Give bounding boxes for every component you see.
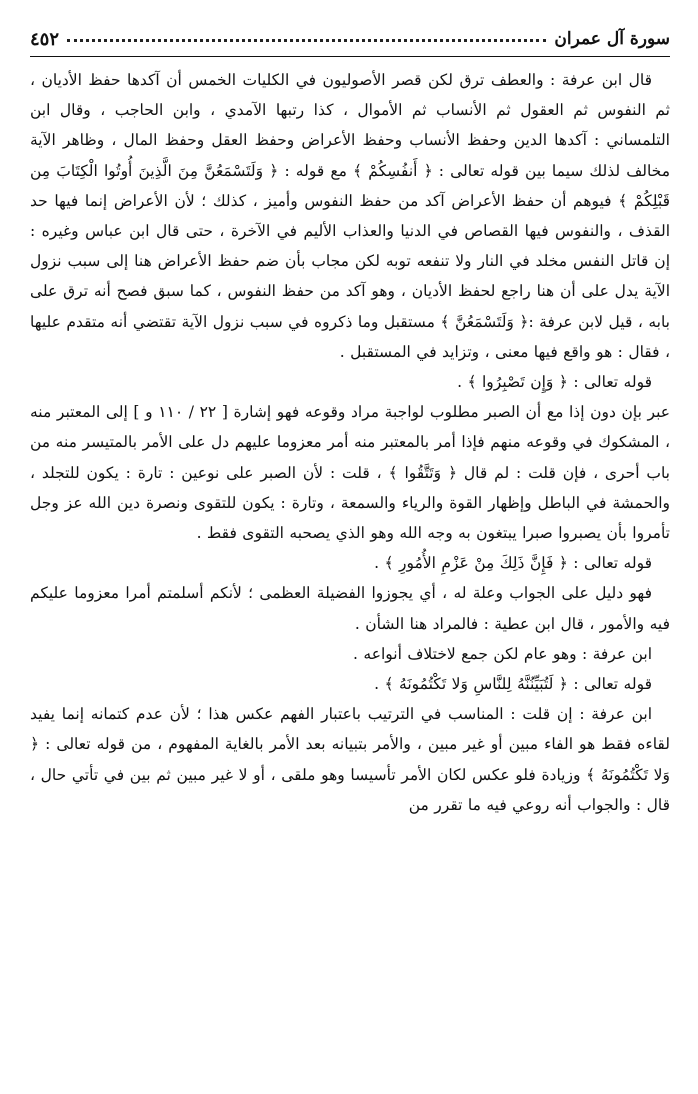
page-body bbox=[30, 65, 670, 820]
paragraph-verse-heading: قوله تعالى : ﴿ وَإِن تَصْبِرُوا ﴾ . bbox=[457, 373, 652, 392]
paragraph-verse-heading: قوله تعالى : ﴿ فَإِنَّ ذَلِكَ مِنْ عَزْمِ الأُمُورِ ﴾ . bbox=[374, 554, 652, 573]
paragraph-commentary: عبر بإن دون إذا مع أن الصبر مطلوب لواجبة مراد وقوعه فهو إشارة [ ٢٢ / ١١٠ و ] إلى المعتبر منه ، المشكوك في وقوعه منهم فإذا أمر بالمعتبر منه أمر معزوما عليهم دل على الأمر بالمتيسر منه من باب أحرى ، فإن قلت : لم قال ﴿ وَتَتَّقُوا ﴾ ، قلت : لأن الصبر على نوعين : تارة : يكون للتجلد ، والحمشة في الباطل وإظهار القوة والرياء والسمعة ، وتارة : يكون للتقوى ونصرة دين الله عز وجل تأمروا بأن يصبروا صبرا يبتغون به وجه الله وهو الذي يصحبه التقوى فقط . bbox=[30, 403, 670, 543]
header-dotted-rule bbox=[67, 39, 546, 42]
paragraph-verse-heading: قوله تعالى : ﴿ لَتُبَيِّنُنَّهُ لِلنَّاسِ وَلا تَكْتُمُونَهُ ﴾ . bbox=[374, 675, 652, 694]
paragraph-commentary: ابن عرفة : وهو عام لكن جمع لاختلاف أنواعه . bbox=[353, 644, 652, 663]
paragraph-commentary: فهو دليل على الجواب وعلة له ، أي يجوزوا الفضيلة العظمى ؛ لأنكم أسلمتم أمرا معزوما عليكم فيه والأمور ، قال ابن عطية : فالمراد هنا الشأن . bbox=[30, 584, 670, 633]
paragraph-commentary-intro: قال ابن عرفة : والعطف ترق لكن قصر الأصوليون في الكليات الخمس أن آكدها حفظ الأديان ، ثم النفوس ثم العقول ثم الأنساب ثم الأموال ، كذا رتبها الآمدي ، وابن الحاجب ، وقال ابن التلمساني : آكدها الدين وحفظ الأنساب وحفظ الأعراض وحفظ العقل وحفظ المال ، وظاهر الآية مخالف لذلك سيما بين قوله تعالى : ﴿ أَنفُسِكُمْ ﴾ مع قوله : ﴿ وَلَتَسْمَعُنَّ مِنَ الَّذِينَ أُوتُوا الْكِتَابَ مِن قَبْلِكُمْ ﴾ فيوهم أن حفظ الأعراض آكد من حفظ النفوس وأميز ، كذلك ؛ لأن الأعراض إنما فيها حد القذف ، والنفوس فيها القصاص في الدنيا والعذاب الأليم في الآخرة ، حتى قال ابن عباس وغيره : إن قاتل النفس مخلد في النار ولا تنفعه توبه لكن مجاب بأن ضم حفظ الأعراض هنا إلى سبب نزول الآية يدل على أن هنا راجع لحفظ الأديان ، وهو آكد من حفظ النفوس ، كما سبق فصح أنه ترق على بابه ، قيل لابن عرفة :﴿ وَلَتَسْمَعُنَّ ﴾ مستقبل وما ذكروه في سبب نزول الآية تقتضي أنه متقدم عليها ، فقال : هو واقع فيها معنى ، وتزايد في المستقبل . bbox=[30, 71, 670, 361]
page-number: ٤٥٢ bbox=[30, 28, 60, 50]
paragraph-commentary: ابن عرفة : إن قلت : المناسب في الترتيب باعتبار الفهم عكس هذا ؛ لأن عدم كتمانه إنما يفيد لقاءه فقط هو الفاء مبين أو غير مبين ، والأمر بتبيانه بعد الأمر بالغاية المفهوم ، من قوله تعالى : ﴿ وَلا تَكْتُمُونَهُ ﴾ وزيادة فلو عكس لكان الأمر تأسيسا وهو ملقى ، أو لا غير مبين ثم بين في تأتي حال ، قال : والجواب أنه روعي فيه ما تقرر من bbox=[30, 705, 670, 814]
book-page bbox=[30, 22, 670, 1082]
page-header bbox=[30, 22, 670, 57]
surah-title: سورة آل عمران bbox=[554, 29, 670, 49]
